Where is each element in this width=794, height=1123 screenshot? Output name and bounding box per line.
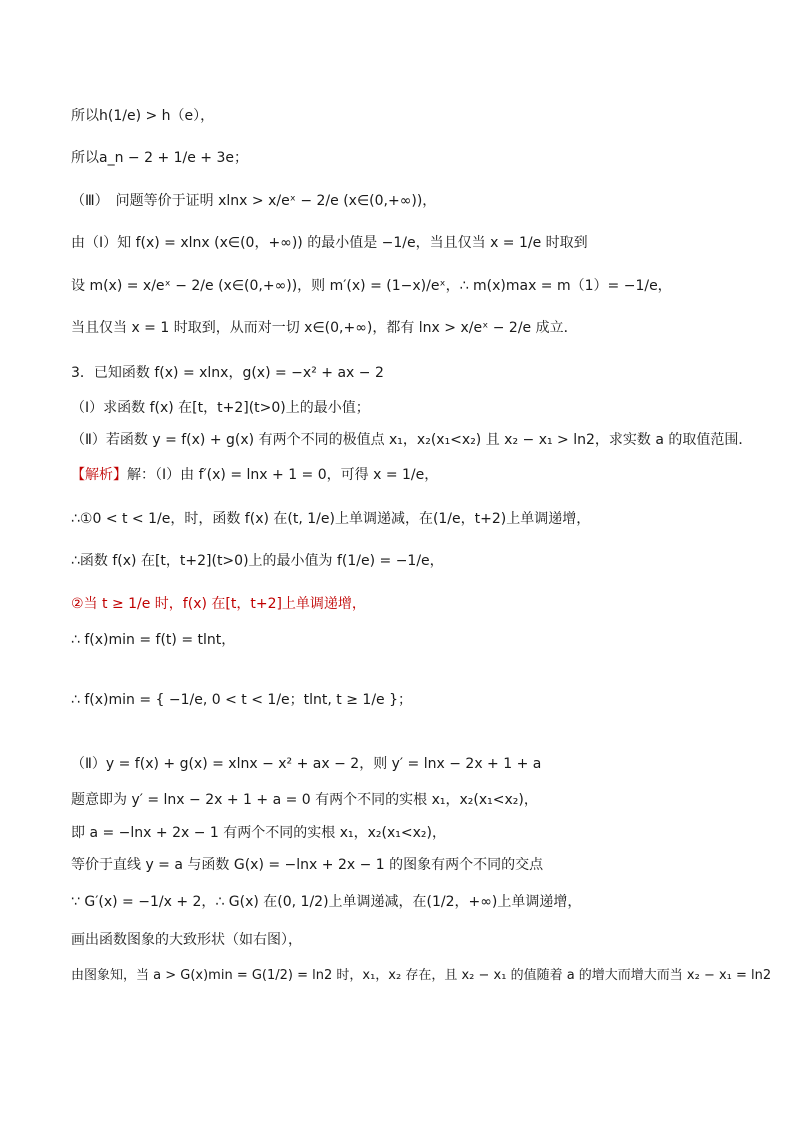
problem-statement: 3．已知函数 f(x) = xlnx，g(x) = −x² + ax − 2: [71, 365, 384, 381]
text-line: 由图象知，当 a > G(x)min = G(1/2) = ln2 时，x₁，x₂ 存在，且 x₂ − x₁ 的值随着 a 的增大而增大而当 x₂ − x₁ = ln2: [71, 968, 772, 983]
text-line: ∴①0 < t < 1/e，时，函数 f(x) 在(t, 1/e)上单调递减，在(1/e，t+2)上单调递增，: [71, 511, 591, 527]
text-line: ∵ G′(x) = −1/x + 2，∴ G(x) 在(0, 1/2)上单调递减，在(1/2，+∞)上单调递增，: [71, 894, 582, 910]
problem-part-1: （Ⅰ）求函数 f(x) 在[t，t+2](t>0)上的最小值；: [71, 400, 370, 416]
text-line: 当且仅当 x = 1 时取到，从而对一切 x∈(0,+∞)，都有 lnx > x/eˣ − 2/e 成立．: [71, 320, 578, 336]
text-line: ∴函数 f(x) 在[t，t+2](t>0)上的最小值为 f(1/e) = −1/e，: [71, 553, 444, 569]
text-line: 设 m(x) = x/eˣ − 2/e (x∈(0,+∞))，则 m′(x) = (1−x)/eˣ，∴ m(x)max = m（1）= −1/e，: [71, 278, 672, 294]
text-line: 由（Ⅰ）知 f(x) = xlnx (x∈(0，+∞)) 的最小值是 −1/e，当且仅当 x = 1/e 时取到: [71, 235, 588, 251]
text-line: 画出函数图象的大致形状（如右图），: [71, 932, 302, 948]
text-line: 所以a_n − 2 + 1/e + 3e；: [71, 150, 249, 166]
text-line: 题意即为 y′ = lnx − 2x + 1 + a = 0 有两个不同的实根 x₁，x₂(x₁<x₂)，: [71, 792, 538, 808]
text-line: 所以h(1/e) > h（e），: [71, 108, 215, 124]
problem-part-2: （Ⅱ）若函数 y = f(x) + g(x) 有两个不同的极值点 x₁，x₂(x₁<x₂) 且 x₂ − x₁ > ln2，求实数 a 的取值范围．: [71, 432, 753, 448]
analysis-label: 【解析】: [71, 467, 127, 483]
text-line: 等价于直线 y = a 与函数 G(x) = −lnx + 2x − 1 的图象有两个不同的交点: [71, 857, 544, 873]
text-line: ∴ f(x)min = f(t) = tlnt，: [71, 632, 236, 648]
text-line: ②当 t ≥ 1/e 时，f(x) 在[t，t+2]上单调递增，: [71, 596, 366, 612]
piecewise-line: ∴ f(x)min = { −1/e, 0 < t < 1/e；tlnt, t ≥ 1/e }；: [71, 692, 413, 708]
solution-line: 【解析】解：（Ⅰ）由 f′(x) = lnx + 1 = 0，可得 x = 1/e，: [71, 467, 439, 483]
text-line: （Ⅱ）y = f(x) + g(x) = xlnx − x² + ax − 2，则 y′ = lnx − 2x + 1 + a: [71, 756, 542, 772]
text-line: （Ⅲ） 问题等价于证明 xlnx > x/eˣ − 2/e (x∈(0,+∞))，: [71, 193, 437, 209]
text-line: 即 a = −lnx + 2x − 1 有两个不同的实根 x₁，x₂(x₁<x₂)，: [71, 825, 446, 841]
